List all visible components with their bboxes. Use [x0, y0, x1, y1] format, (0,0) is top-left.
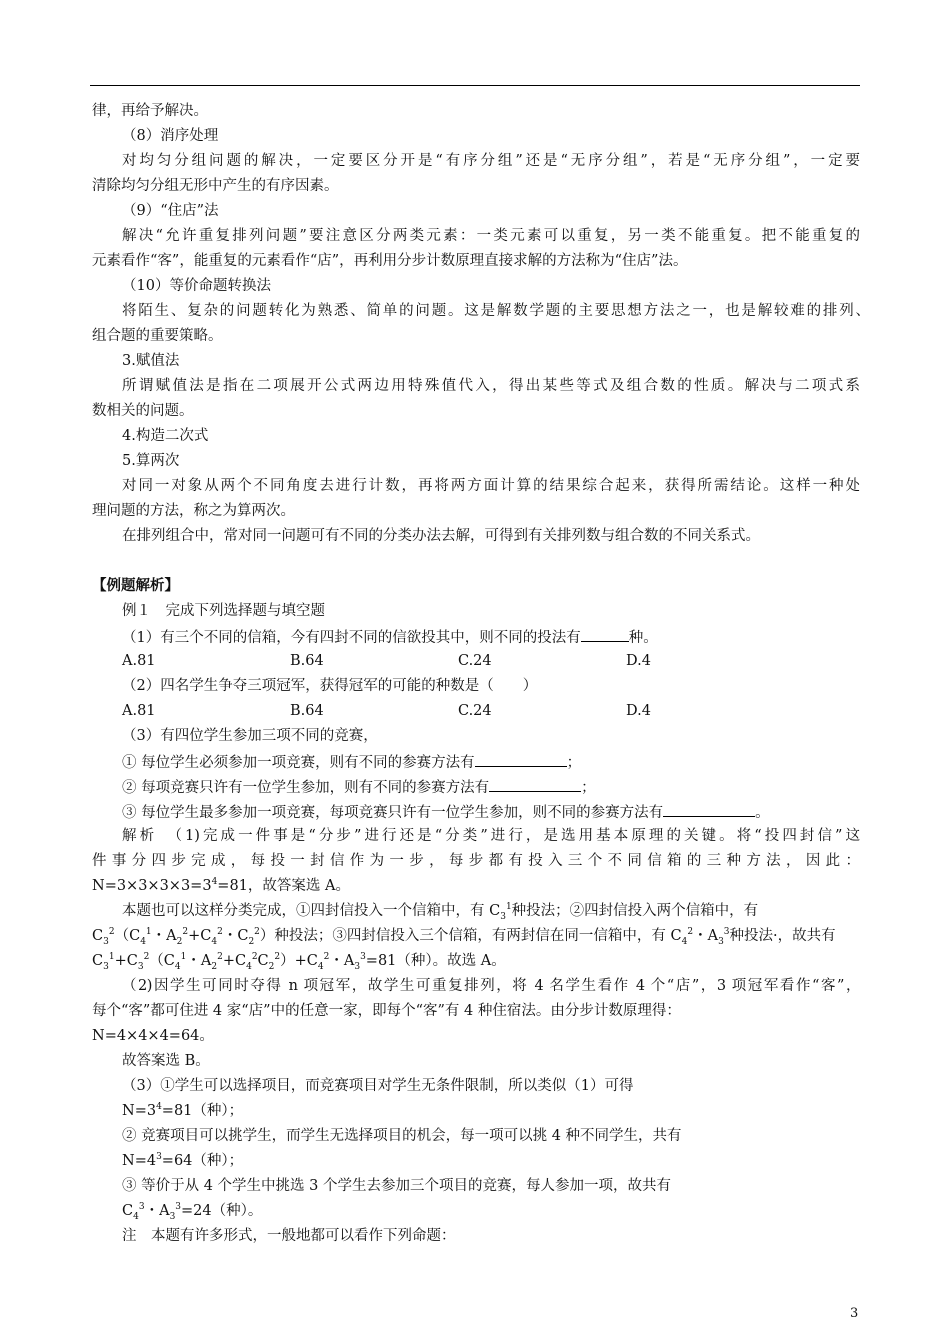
option-b: B.64: [290, 653, 324, 669]
solution-line: （3）①学生可以选择项目，而竞赛项目对学生无条件限制，所以类似（1）可得: [122, 1078, 634, 1094]
text-line: 对均匀分组问题的解决，一定要区分开是“有序分组”还是“无序分组”，若是“无序分组”，一定要: [122, 153, 860, 169]
solution-line: $N=3\times 3\times 3\times 3=3^4=81$，故答案选 A。: [92, 877, 350, 894]
option-d: D.4: [626, 703, 651, 719]
option-c: C.24: [458, 703, 492, 719]
question-3-part-1: ① 每位学生必须参加一项竞赛，则有不同的参赛方法有 ；: [122, 751, 581, 773]
option-a: A.81: [122, 653, 156, 669]
question-3-part-2: ② 每项竞赛只许有一位学生参加，则有不同的参赛方法有 ；: [122, 776, 596, 798]
solution-line: 每个“客”都可住进 4 家“店”中的任意一家，即每个“客”有 4 种住宿法。由分步计数原理得：: [92, 1003, 681, 1019]
question-3-part-3: ③ 每位学生最多参加一项竞赛，每项竞赛只许有一位学生参加，则不同的参赛方法有 。: [122, 801, 770, 823]
question-3: （3）有四位学生参加三项不同的竞赛，: [122, 728, 378, 744]
text-line: 理问题的方法，称之为算两次。: [92, 503, 295, 519]
option-b: B.64: [290, 703, 324, 719]
solution-line: ② 竞赛项目可以挑学生，而学生无选择项目的机会，每一项可以挑 4 种不同学生，共有: [122, 1128, 682, 1144]
solution-line: （2)因学生可同时夺得 n 项冠军，故学生可重复排列，将 4 名学生看作 4 个“店”，3 项冠军看作“客”，: [122, 978, 860, 994]
text-line: 对同一对象从两个不同角度去进行计数，再将两方面计算的结果综合起来，获得所需结论。这样一种处: [122, 478, 860, 494]
solution-line: 本题也可以这样分类完成，①四封信投入一个信箱中，有 $C_3^1$种投法；②四封信投入两个信箱中，有: [122, 902, 759, 922]
header-rule: [90, 85, 860, 86]
subheading: 3.赋值法: [122, 353, 180, 369]
example-title: 例１ 完成下列选择题与填空题: [122, 603, 325, 619]
question-2: （2）四名学生争夺三项冠军，获得冠军的可能的种数是（ ）: [122, 678, 538, 694]
answer-blank[interactable]: [489, 776, 581, 792]
text-line: 元素看作“客”，能重复的元素看作“店”，再利用分步计数原理直接求解的方法称为“住店”法。: [92, 253, 688, 269]
text-line: 律，再给予解决。: [92, 103, 208, 119]
subheading: （10）等价命题转换法: [122, 278, 271, 294]
text-line: 所谓赋值法是指在二项展开公式两边用特殊值代入，得出某些等式及组合数的性质。解决与二项式系: [122, 378, 860, 394]
text-line: 解决“允许重复排列问题”要注意区分两类元素：一类元素可以重复，另一类不能重复。把不能重复的: [122, 228, 860, 244]
note-line: 注 本题有许多形式，一般地都可以看作下列命题：: [122, 1228, 456, 1244]
question-1: （1）有三个不同的信箱，今有四封不同的信欲投其中，则不同的投法有 种。: [122, 626, 658, 648]
solution-line: ③ 等价于从 4 个学生中挑选 3 个学生去参加三个项目的竞赛，每人参加一项，故共有: [122, 1178, 671, 1194]
subheading: （8）消序处理: [122, 128, 219, 144]
solution-line: $C_4^3$・$A_3^3=24$（种）。: [122, 1202, 263, 1222]
option-c: C.24: [458, 653, 492, 669]
page-number: 3: [850, 1306, 859, 1321]
solution-line: $N=4^3=64$（种）；: [122, 1152, 244, 1169]
answer-blank[interactable]: [581, 626, 629, 642]
text-line: 清除均匀分组无形中产生的有序因素。: [92, 178, 339, 194]
solution-line: 故答案选 B。: [122, 1053, 210, 1069]
section-heading: 【例题解析】: [92, 577, 179, 594]
solution-line: 解析 （1)完成一件事是“分步”进行还是“分类”进行，是选用基本原理的关键。将“投四封信”这: [122, 828, 860, 844]
solution-line: N=4×4×4=64。: [92, 1028, 214, 1044]
answer-blank[interactable]: [475, 751, 567, 767]
text-line: 数相关的问题。: [92, 403, 194, 419]
solution-line: $N=3^4=81$（种）；: [122, 1102, 244, 1119]
option-a: A.81: [122, 703, 156, 719]
solution-line: $C_3^1+C_3^2(C_4^1$・$A_2^2+C_4^2C_2^2)+C_4^2$・$A_3^3=81$（种）。故选 A。: [92, 952, 506, 972]
solution-line: $C_3^2(C_4^1$・$A_2^2+C_4^2$・$C_2^2$）种投法；③四封信投入三个信箱，有两封信在同一信箱中，有 $C_4^2$・$A_3^3$种投法·，故共有: [92, 927, 836, 947]
text-line: 组合题的重要策略。: [92, 328, 223, 344]
text-line: 在排列组合中，常对同一问题可有不同的分类办法去解，可得到有关排列数与组合数的不同关系式。: [122, 528, 760, 544]
text-line: 将陌生、复杂的问题转化为熟悉、简单的问题。这是解数学题的主要思想方法之一，也是解较难的排列、: [122, 303, 870, 319]
solution-line: 件事分四步完成，每投一封信作为一步，每步都有投入三个不同信箱的三种方法，因此：: [92, 853, 860, 869]
subheading: （9）“住店”法: [122, 203, 219, 219]
answer-blank[interactable]: [663, 801, 755, 817]
subheading: 4.构造二次式: [122, 428, 209, 444]
subheading: 5.算两次: [122, 453, 180, 469]
option-d: D.4: [626, 653, 651, 669]
